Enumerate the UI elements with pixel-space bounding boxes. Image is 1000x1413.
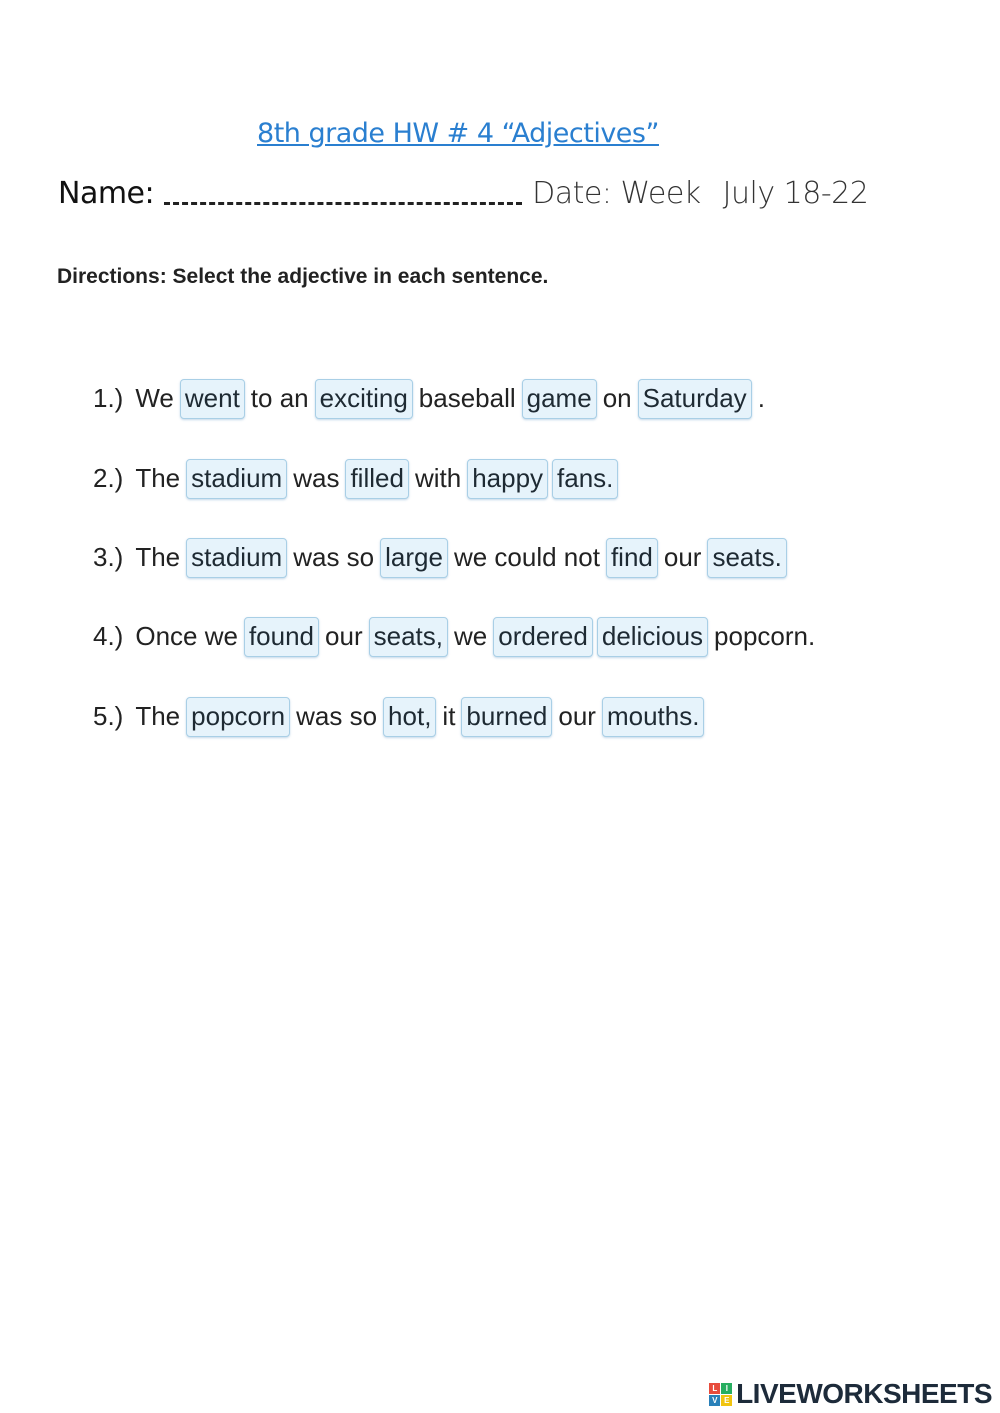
name-date-line <box>58 176 958 211</box>
word-choice-box[interactable]: delicious <box>597 617 708 657</box>
sentence-text: Once we <box>135 621 238 651</box>
sentence-text: The <box>135 463 181 493</box>
word-choice-box[interactable]: filled <box>345 459 408 499</box>
word-choice-box[interactable]: happy <box>467 459 548 499</box>
word-choice-box[interactable]: exciting <box>315 379 413 419</box>
liveworksheets-logo-icon <box>709 1383 732 1406</box>
logo-letter-tile: L <box>709 1383 720 1394</box>
sentence-text: to an <box>250 383 309 413</box>
word-choice-box[interactable]: went <box>180 379 245 419</box>
sentence-text: popcorn. <box>714 621 816 651</box>
sentence-text: was so <box>296 701 378 731</box>
sentence-text: The <box>135 701 181 731</box>
sentence-number: 4.) <box>93 621 124 651</box>
sentence-4 <box>93 616 819 656</box>
word-choice-box[interactable]: mouths. <box>602 697 705 737</box>
sentence-number: 2.) <box>93 463 124 493</box>
sentence-text: baseball <box>418 383 516 413</box>
sentence-text: we could not <box>453 542 600 572</box>
logo-text: LIVEWORKSHEETS <box>736 1378 992 1409</box>
sentence-text: our <box>558 701 596 731</box>
sentence-number: 3.) <box>93 542 124 572</box>
liveworksheets-logo <box>709 1378 992 1410</box>
word-choice-box[interactable]: fans. <box>552 459 618 499</box>
word-choice-box[interactable]: seats, <box>369 617 448 657</box>
word-choice-box[interactable]: burned <box>461 697 552 737</box>
word-choice-box[interactable]: game <box>522 379 597 419</box>
date-value: July 18-22 <box>722 176 869 211</box>
word-choice-box[interactable]: find <box>606 538 658 578</box>
worksheet-title: 8th grade HW # 4 “Adjectives” <box>257 118 659 149</box>
sentence-text: our <box>663 542 702 572</box>
sentence-text: on <box>602 383 632 413</box>
word-choice-box[interactable]: seats. <box>707 538 786 578</box>
directions-text: Directions: Select the adjective in each sentence. <box>57 265 549 288</box>
word-choice-box[interactable]: popcorn <box>186 697 290 737</box>
sentence-text: We <box>135 383 174 413</box>
sentence-text: we <box>453 621 488 651</box>
sentence-1 <box>93 378 769 418</box>
sentence-number: 1.) <box>93 383 124 413</box>
word-choice-box[interactable]: stadium <box>186 538 287 578</box>
sentence-text: was <box>293 463 340 493</box>
logo-letter-tile: I <box>721 1383 732 1394</box>
date-label: Date: Week <box>532 176 701 211</box>
name-blank-line <box>164 180 522 205</box>
word-choice-box[interactable]: large <box>380 538 448 578</box>
sentence-text: our <box>325 621 363 651</box>
sentence-text: it <box>442 701 456 731</box>
word-choice-box[interactable]: ordered <box>493 617 593 657</box>
logo-letter-tile: V <box>709 1395 720 1406</box>
word-choice-box[interactable]: hot, <box>383 697 436 737</box>
sentence-text: The <box>135 542 181 572</box>
sentence-text: . <box>757 383 765 413</box>
name-label: Name: <box>58 176 155 211</box>
sentence-text: with <box>414 463 462 493</box>
word-choice-box[interactable]: stadium <box>186 459 287 499</box>
logo-letter-tile: E <box>721 1395 732 1406</box>
word-choice-box[interactable]: found <box>244 617 319 657</box>
sentence-text: was so <box>293 542 375 572</box>
sentence-3 <box>93 537 789 577</box>
sentence-2 <box>93 458 620 498</box>
sentence-number: 5.) <box>93 701 124 731</box>
word-choice-box[interactable]: Saturday <box>638 379 752 419</box>
sentence-5 <box>93 696 706 736</box>
